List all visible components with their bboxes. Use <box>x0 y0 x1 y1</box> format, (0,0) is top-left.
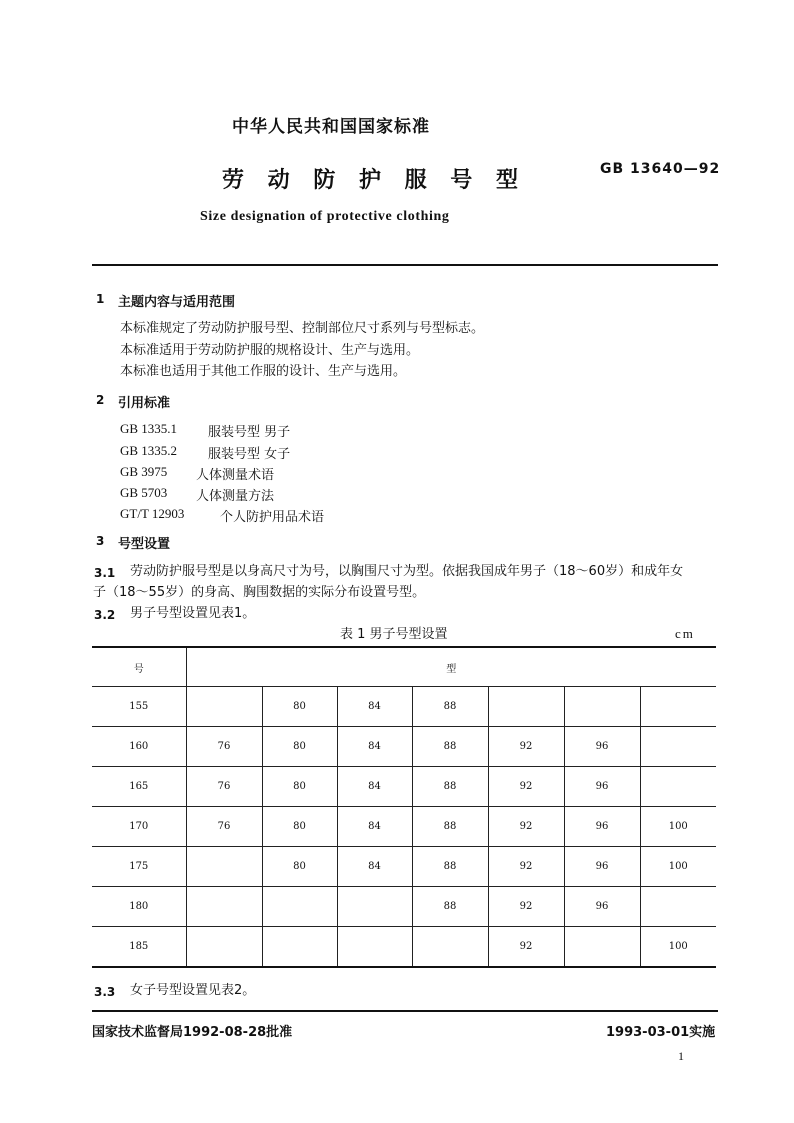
table-cell <box>412 927 488 968</box>
section-title: 号型设置 <box>118 537 171 552</box>
table-header-row <box>92 647 716 687</box>
table-caption: 表 1 男子号型设置 <box>340 627 448 642</box>
row-header-hao: 180 <box>92 887 186 927</box>
table-cell: 92 <box>488 927 564 968</box>
paragraph: 本标准适用于劳动防护服的规格设计、生产与选用。 <box>120 343 420 358</box>
table-cell: 84 <box>337 847 412 887</box>
reference-name: 服装号型 女子 <box>208 447 291 462</box>
column-header-hao: 号 <box>92 647 186 687</box>
table-cell <box>262 927 337 968</box>
section-number: 2 <box>96 393 105 407</box>
reference-code: GB 1335.2 <box>120 443 178 458</box>
row-header-hao: 155 <box>92 687 186 727</box>
standard-code: GB 13640—92 <box>600 161 721 177</box>
table-cell: 88 <box>412 887 488 927</box>
table-cell: 100 <box>640 847 716 887</box>
reference-name: 服装号型 男子 <box>208 425 291 440</box>
section-title: 主题内容与适用范围 <box>118 295 236 310</box>
table-cell: 100 <box>640 927 716 968</box>
table-cell: 96 <box>564 887 640 927</box>
table-cell <box>640 687 716 727</box>
table-cell: 80 <box>262 847 337 887</box>
row-header-hao: 175 <box>92 847 186 887</box>
paragraph: 本标准规定了劳动防护服号型、控制部位尺寸系列与号型标志。 <box>120 321 485 336</box>
page-number: 1 <box>678 1049 684 1063</box>
table-cell: 96 <box>564 727 640 767</box>
table-cell: 84 <box>337 727 412 767</box>
table-unit: cm <box>675 626 695 641</box>
reference-code: GB 3975 <box>120 464 168 479</box>
section-title: 引用标准 <box>118 396 171 411</box>
table-cell <box>640 727 716 767</box>
table-cell: 96 <box>564 807 640 847</box>
document-subtitle: Size designation of protective clothing <box>200 209 450 224</box>
table-cell: 88 <box>412 807 488 847</box>
effective-date: 1993-03-01实施 <box>606 1025 716 1040</box>
table-cell: 84 <box>337 807 412 847</box>
clause-number: 3.1 <box>94 566 116 580</box>
clause-text: 男子号型设置见表1。 <box>130 606 256 621</box>
reference-code: GB 5703 <box>120 485 168 500</box>
table-cell <box>640 767 716 807</box>
row-header-hao: 165 <box>92 767 186 807</box>
table-row <box>92 727 716 767</box>
table-cell: 92 <box>488 887 564 927</box>
table-cell <box>564 927 640 968</box>
table-cell: 80 <box>262 687 337 727</box>
table-cell: 76 <box>186 807 262 847</box>
row-header-hao: 160 <box>92 727 186 767</box>
table-row <box>92 687 716 727</box>
table-cell: 80 <box>262 727 337 767</box>
table-cell: 80 <box>262 807 337 847</box>
clause-text: 劳动防护服号型是以身高尺寸为号，以胸围尺寸为型。依据我国成年男子（18～60岁）和成年女 <box>130 564 684 579</box>
table-row <box>92 847 716 887</box>
table-row <box>92 767 716 807</box>
reference-code: GT/T 12903 <box>120 506 185 521</box>
table-cell: 92 <box>488 727 564 767</box>
approval-date: 国家技术监督局1992-08-28批准 <box>92 1025 293 1040</box>
table-cell: 92 <box>488 847 564 887</box>
table-row <box>92 887 716 927</box>
size-table <box>92 646 716 968</box>
table-cell: 76 <box>186 727 262 767</box>
table-cell <box>186 687 262 727</box>
section-number: 3 <box>96 534 105 548</box>
row-header-hao: 170 <box>92 807 186 847</box>
table-cell <box>337 887 412 927</box>
reference-name: 人体测量术语 <box>196 468 275 483</box>
table-cell: 96 <box>564 847 640 887</box>
table-cell <box>186 927 262 968</box>
document-title: 劳 动 防 护 服 号 型 <box>222 168 526 193</box>
table-cell <box>337 927 412 968</box>
table-cell: 88 <box>412 727 488 767</box>
table-cell <box>186 887 262 927</box>
table-cell: 84 <box>337 687 412 727</box>
reference-name: 个人防护用品术语 <box>220 510 325 525</box>
clause-number: 3.2 <box>94 608 116 622</box>
table-cell: 80 <box>262 767 337 807</box>
column-header-xing: 型 <box>186 647 716 687</box>
clause-text: 女子号型设置见表2。 <box>130 983 256 998</box>
table-cell: 84 <box>337 767 412 807</box>
reference-code: GB 1335.1 <box>120 421 178 436</box>
table-cell: 100 <box>640 807 716 847</box>
clause-number: 3.3 <box>94 985 116 999</box>
table-cell: 88 <box>412 767 488 807</box>
table-row <box>92 807 716 847</box>
table-cell: 92 <box>488 807 564 847</box>
row-header-hao: 185 <box>92 927 186 968</box>
table-cell <box>564 687 640 727</box>
table-cell <box>262 887 337 927</box>
table-cell <box>640 887 716 927</box>
table-cell: 96 <box>564 767 640 807</box>
footer-rule <box>92 1010 718 1012</box>
issuing-authority: 中华人民共和国国家标准 <box>232 117 430 137</box>
table-cell <box>488 687 564 727</box>
paragraph: 本标准也适用于其他工作服的设计、生产与选用。 <box>120 364 407 379</box>
clause-text-continued: 子（18～55岁）的身高、胸围数据的实际分布设置号型。 <box>93 585 426 600</box>
reference-name: 人体测量方法 <box>196 489 275 504</box>
table-cell: 88 <box>412 847 488 887</box>
table-cell: 92 <box>488 767 564 807</box>
header-rule <box>92 264 718 266</box>
table-row <box>92 927 716 968</box>
table-cell <box>186 847 262 887</box>
table-cell: 76 <box>186 767 262 807</box>
section-number: 1 <box>96 292 105 306</box>
table-cell: 88 <box>412 687 488 727</box>
